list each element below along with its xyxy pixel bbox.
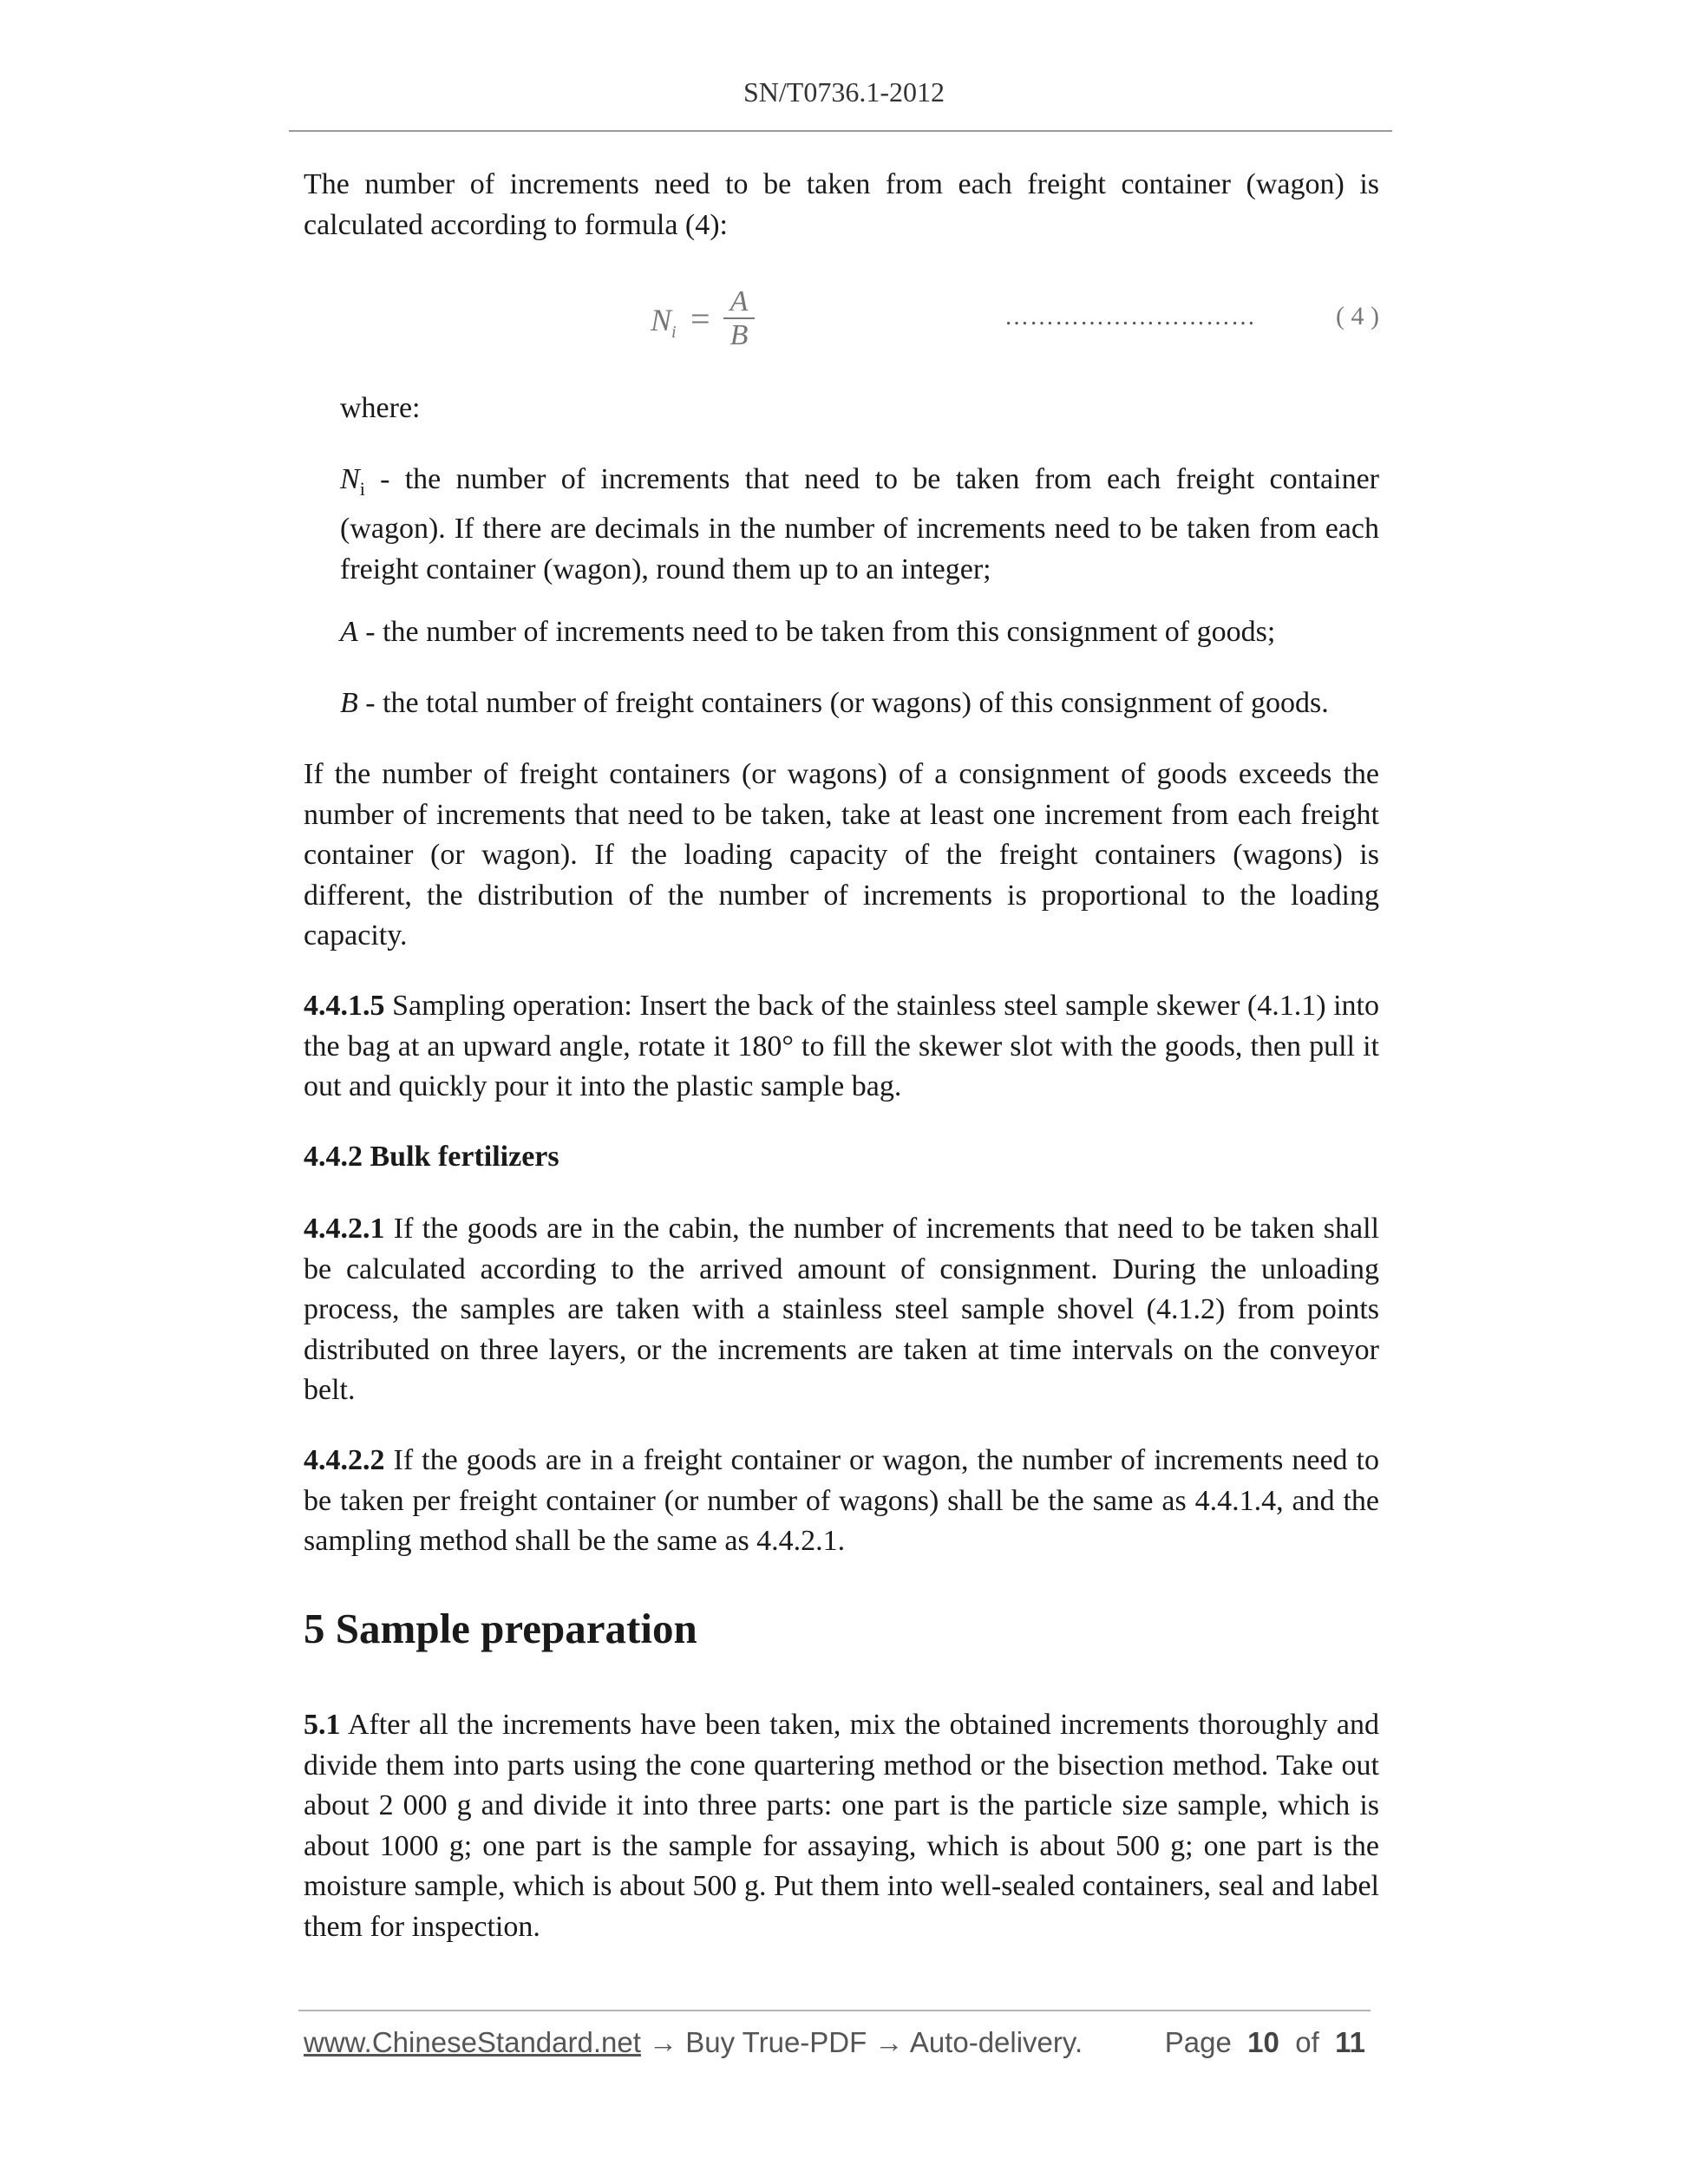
section-5-1: 5.1 After all the increments have been taken, mix the obtained increments thoroughly and divide them into parts using the cone quartering method or the bisection method. Take out about 2 000 g and divide it into three parts: one part is the particle size sample, which is about 1000 g; one part is the sample for assaying, which is about 500 g; one part is the moisture sample, which is about 500 g. Put them into well-sealed containers, seal and label them for inspection. [304,1709,1379,1943]
formula-numerator: A [730,285,749,317]
section-number: 4.4.1.5 [304,990,385,1022]
footer-tagline: → Buy True-PDF → Auto-delivery. [640,2026,1083,2058]
intro-paragraph: The number of increments need to be taken from each freight container (wagon) is calculated according to formula (4): [304,168,1379,241]
var-a: A [340,616,358,648]
website-link[interactable]: www.ChineseStandard.net [304,2026,641,2058]
footer [304,2026,1371,2070]
page-number: 10 [1247,2026,1279,2058]
definition-a: A - the number of increments need to be taken from this consignment of goods; [340,616,1276,648]
formula-fraction [722,286,756,352]
section-4-4-2-2: 4.4.2.2 If the goods are in a freight container or wagon, the number of increments need to be taken per freight container (or number of wagons) shall be the same as 4.4.1.4, and the sampling method shall be the same as 4.4.2.1. [304,1444,1379,1557]
section-number: 5.1 [304,1709,341,1741]
definition-ni: $N_i$ - the number of increments that need to be taken from each freight container (wagon). If there are decimals in the number of increments need to be taken from each freight container (wagon), round them up to an integer; [340,463,1379,585]
document-code: SN/T0736.1-2012 [743,76,945,108]
var-b: B [340,687,358,719]
var-ni: N [340,463,360,495]
section-4-4-2-1: 4.4.2.1 If the goods are in the cabin, the number of increments that need to be taken shall be calculated according to the arrived amount of consignment. During the unloading process, the samples are taken with a stainless steel sample shovel (4.1.2) from points distributed on three layers, or the increments are taken at time intervals on the conveyor belt. [304,1213,1379,1406]
definition-b: B - the total number of freight containers (or wagons) of this consignment of goods. [340,687,1329,719]
section-number: 4.4.2.1 [304,1213,385,1245]
page-indicator: Page 10 of 11 [1164,2026,1365,2058]
formula-number: ( 4 ) [1336,302,1379,330]
section-4-4-1-5: 4.4.1.5 Sampling operation: Insert the back of the stainless steel sample skewer (4.1.1) into the bag at an upward angle, rotate it 180° to fill the skewer slot with the goods, then pull it out and quickly pour it into the plastic sample bag. [304,990,1379,1102]
where-label: where: [340,392,421,424]
footer-divider [298,2010,1371,2011]
formula-4 [304,286,1379,356]
header-divider [289,130,1392,132]
section-5-heading: 5 Sample preparation [304,1605,697,1652]
paragraph-exceeds: If the number of freight containers (or wagons) of a consignment of goods exceeds the number of increments that need to be taken, take at least one increment from each freight container (or wagon). If the loading capacity of the freight containers (wagons) is different, the distribution of the number of increments is proportional to the loading capacity. [304,758,1379,951]
formula-denominator: B [730,319,749,351]
formula-equals: = [690,299,710,338]
page-total: 11 [1335,2026,1365,2058]
section-number: 4.4.2.2 [304,1444,385,1476]
formula-leader-dots: ………………………… [1004,304,1256,330]
formula-lhs: $N_i$ [651,303,677,343]
section-4-4-2-heading: 4.4.2 Bulk fertilizers [304,1141,559,1173]
